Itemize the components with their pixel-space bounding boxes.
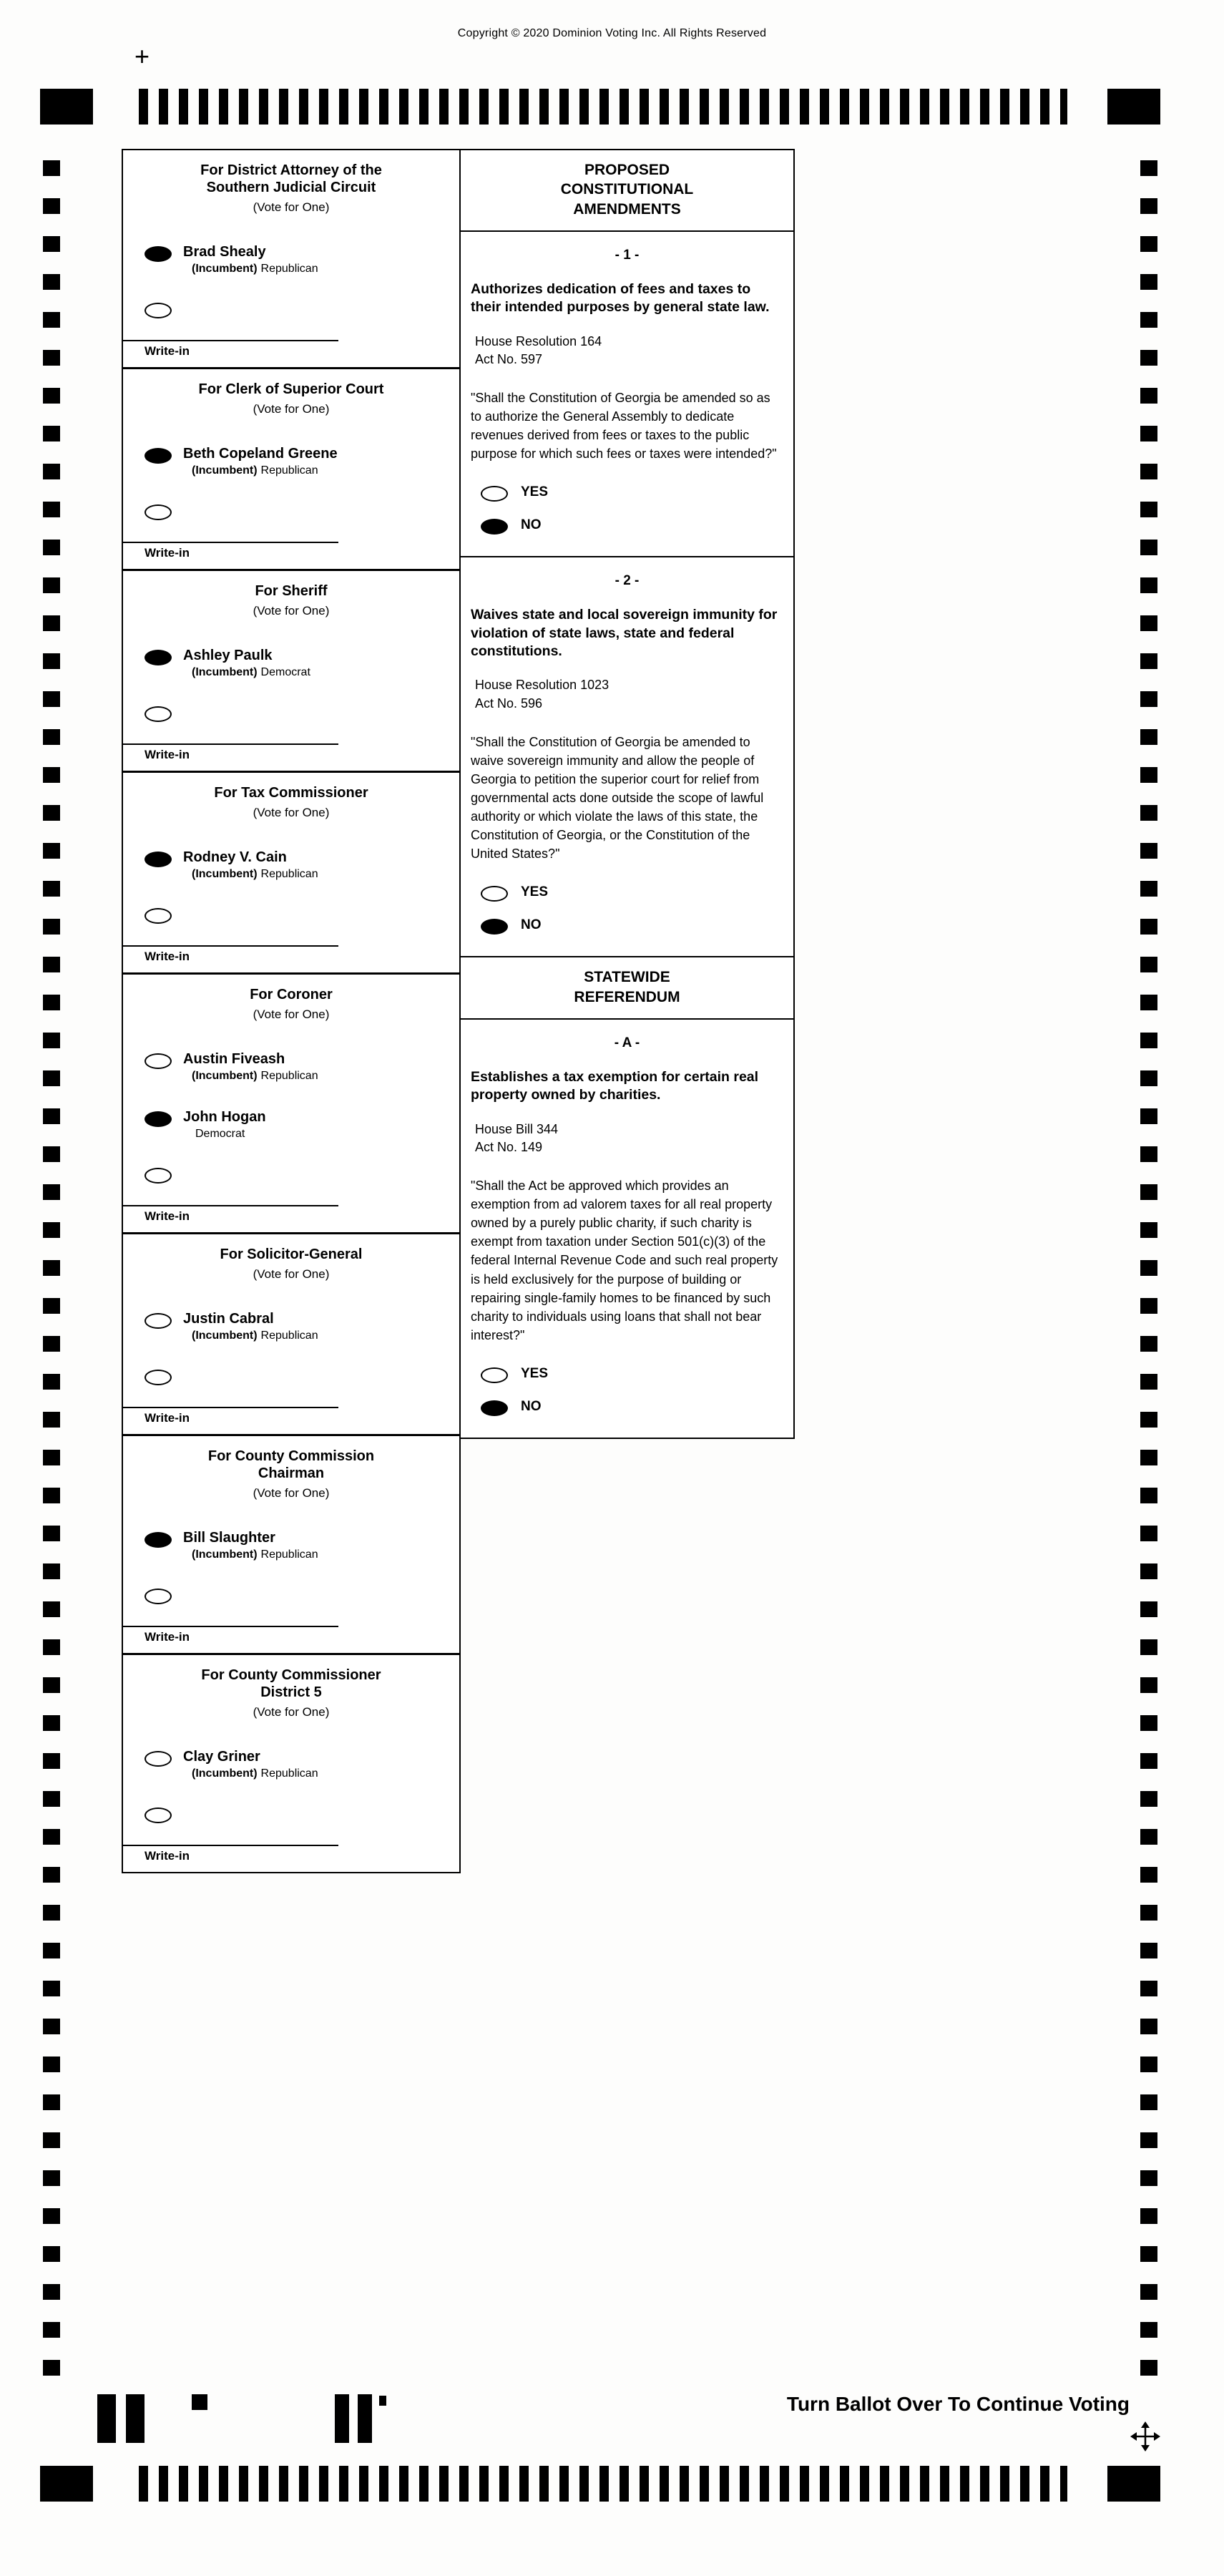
ballot-oval[interactable]	[145, 1532, 172, 1548]
candidate-row	[123, 837, 459, 895]
candidate-info	[183, 849, 318, 881]
contest-instruction: (Vote for One)	[253, 1267, 330, 1281]
measures-column	[461, 149, 795, 1439]
candidate-info	[183, 1108, 266, 1141]
yes-option-row	[461, 476, 793, 509]
ballot-oval[interactable]	[145, 1313, 172, 1329]
candidate-qualifier: (Incumbent)	[192, 1330, 258, 1342]
write-in-label: Write-in	[145, 1209, 190, 1223]
ballot-oval[interactable]	[145, 1751, 172, 1767]
contests-column	[122, 149, 461, 1873]
ballot-oval[interactable]	[145, 448, 172, 464]
write-in-label: Write-in	[145, 950, 190, 963]
ballot-oval[interactable]	[145, 1370, 172, 1385]
candidate-qualifier: (Incumbent)	[192, 1548, 258, 1561]
write-in-area	[123, 1626, 459, 1653]
no-option-row	[461, 509, 793, 542]
candidate-party-name: Republican	[260, 1767, 318, 1780]
timing-corner-top-left	[40, 89, 93, 125]
candidate-name: Rodney V. Cain	[183, 849, 287, 865]
blank-option-row	[123, 1155, 459, 1205]
copyright-notice: Copyright © 2020 Dominion Voting Inc. All Rights Reserved	[457, 27, 767, 39]
blank-option-row	[123, 1795, 459, 1845]
measure-question: "Shall the Constitution of Georgia be amended so as to authorize the General Assembly to dedicate revenues derived from fees or taxes to the public purpose for which such fees or taxes were intended?"	[471, 390, 777, 462]
measure-question: "Shall the Act be approved which provides an exemption from ad valorem taxes for all real property owned by a purely public charity, if such charity is exempt from taxation under Section 501(c)(3) of the federal Internal Revenue Code and such real property is held exclusively for the purpose of building or repairing single-family homes to be financed by such charity to individuals using loans that shall not bear interest?"	[471, 1179, 778, 1342]
contest-coroner	[123, 975, 459, 1234]
timing-marks-right	[1140, 160, 1157, 2379]
yes-option-row	[461, 1357, 793, 1390]
candidate-party	[183, 464, 338, 477]
measure-reference: House Resolution 1023	[475, 678, 609, 693]
ballot-oval[interactable]	[145, 504, 172, 520]
contest-title: For Tax Commissioner	[214, 785, 368, 801]
measure-number: - 2 -	[615, 573, 640, 589]
no-oval[interactable]	[481, 1400, 508, 1416]
ballot-oval[interactable]	[145, 1111, 172, 1127]
timing-corner-top-right	[1107, 89, 1160, 125]
candidate-row	[123, 232, 459, 290]
contest-instruction: (Vote for One)	[253, 200, 330, 214]
measure-amendment-2	[461, 557, 793, 957]
contest-title: For Solicitor-General	[220, 1246, 363, 1262]
yes-oval[interactable]	[481, 486, 508, 502]
contest-county-commissioner-district-5	[123, 1655, 459, 1872]
candidate-name: Justin Cabral	[183, 1311, 274, 1327]
measure-summary: Authorizes dedication of fees and taxes to their intended purposes by general state law.	[471, 280, 770, 316]
footer-instruction: Turn Ballot Over To Continue Voting	[786, 2393, 1130, 2415]
ballot-oval[interactable]	[145, 1589, 172, 1604]
yes-oval[interactable]	[481, 1367, 508, 1383]
amendments-section-header: PROPOSED CONSTITUTIONAL AMENDMENTS	[461, 150, 793, 232]
measure-number: - 1 -	[615, 247, 640, 263]
candidate-party	[183, 1070, 318, 1083]
candidate-party-name: Republican	[260, 1330, 318, 1342]
candidate-party	[183, 1767, 318, 1780]
write-in-label: Write-in	[145, 1411, 190, 1425]
candidate-row	[123, 1518, 459, 1576]
write-in-area	[123, 1205, 459, 1232]
write-in-label: Write-in	[145, 1849, 190, 1863]
write-in-label: Write-in	[145, 748, 190, 761]
ballot-oval[interactable]	[145, 1168, 172, 1184]
candidate-party	[183, 263, 318, 275]
candidate-info	[183, 243, 318, 275]
candidate-row	[123, 1039, 459, 1097]
contest-instruction: (Vote for One)	[253, 402, 330, 416]
candidate-name: John Hogan	[183, 1109, 266, 1125]
measure-reference: House Bill 344	[475, 1121, 559, 1136]
candidate-party-name: Democrat	[260, 666, 310, 678]
candidate-party-name: Democrat	[195, 1128, 245, 1140]
orientation-mark	[126, 2394, 145, 2443]
orientation-mark	[97, 2394, 116, 2443]
write-in-area	[123, 542, 459, 569]
ballot-oval[interactable]	[145, 303, 172, 318]
candidate-qualifier: (Incumbent)	[192, 1070, 258, 1082]
ballot-body	[122, 149, 795, 1873]
no-oval[interactable]	[481, 919, 508, 935]
contest-title: For Sheriff	[255, 583, 328, 599]
ballot-oval[interactable]	[145, 246, 172, 262]
contest-clerk-superior-court	[123, 369, 459, 571]
candidate-party-name: Republican	[260, 263, 318, 275]
write-in-area	[123, 743, 459, 771]
write-in-area	[123, 340, 459, 367]
ballot-oval[interactable]	[145, 852, 172, 867]
timing-marks-bottom	[139, 2466, 1067, 2502]
measure-number: - A -	[614, 1035, 640, 1050]
yes-label: YES	[521, 884, 549, 900]
four-way-arrow-icon	[1130, 2421, 1160, 2451]
write-in-label: Write-in	[145, 546, 190, 560]
no-label: NO	[521, 1398, 542, 1414]
yes-label: YES	[521, 1365, 549, 1381]
contest-county-commission-chairman	[123, 1436, 459, 1655]
yes-label: YES	[521, 484, 549, 500]
orientation-mark	[192, 2394, 207, 2410]
measure-referendum-a	[461, 1020, 793, 1438]
candidate-name: Bill Slaughter	[183, 1530, 275, 1546]
blank-option-row	[123, 1576, 459, 1626]
contest-sheriff	[123, 571, 459, 773]
measure-reference: Act No. 596	[475, 696, 543, 711]
ballot-oval[interactable]	[145, 706, 172, 722]
registration-mark: +	[134, 42, 150, 71]
contest-title: For Clerk of Superior Court	[198, 381, 384, 397]
yes-oval[interactable]	[481, 886, 508, 902]
candidate-qualifier: (Incumbent)	[192, 263, 258, 275]
candidate-row	[123, 434, 459, 492]
candidate-info	[183, 1050, 318, 1083]
timing-marks-top	[139, 89, 1067, 125]
candidate-party	[183, 868, 318, 881]
measure-summary: Waives state and local sovereign immunity for violation of state laws, state and federal constitutions.	[471, 607, 778, 660]
candidate-row	[123, 1737, 459, 1795]
write-in-label: Write-in	[145, 1630, 190, 1644]
measure-reference: Act No. 597	[475, 351, 543, 366]
contest-instruction: (Vote for One)	[253, 604, 330, 618]
candidate-name: Ashley Paulk	[183, 648, 273, 663]
candidate-party-name: Republican	[260, 868, 318, 880]
write-in-label: Write-in	[145, 344, 190, 358]
timing-corner-bottom-right	[1107, 2466, 1160, 2502]
candidate-info	[183, 1310, 318, 1342]
contest-solicitor-general	[123, 1234, 459, 1436]
write-in-area	[123, 1845, 459, 1872]
orientation-mark	[379, 2396, 386, 2406]
candidate-qualifier: (Incumbent)	[192, 1767, 258, 1780]
candidate-name: Beth Copeland Greene	[183, 446, 338, 462]
candidate-party	[183, 1548, 318, 1561]
candidate-party	[183, 1330, 318, 1342]
candidate-party-name: Republican	[260, 1548, 318, 1561]
measure-reference: House Resolution 164	[475, 333, 602, 348]
candidate-row	[123, 1097, 459, 1155]
ballot-oval[interactable]	[145, 908, 172, 924]
contest-instruction: (Vote for One)	[253, 1705, 330, 1719]
candidate-party	[183, 666, 310, 679]
candidate-qualifier: (Incumbent)	[192, 868, 258, 880]
candidate-party-name: Republican	[260, 1070, 318, 1082]
contest-tax-commissioner	[123, 773, 459, 975]
yes-option-row	[461, 876, 793, 909]
timing-corner-bottom-left	[40, 2466, 93, 2502]
no-option-row	[461, 909, 793, 942]
contest-title: For Coroner	[250, 987, 333, 1002]
orientation-mark	[335, 2394, 349, 2443]
blank-option-row	[123, 290, 459, 340]
blank-option-row	[123, 492, 459, 542]
blank-option-row	[123, 693, 459, 743]
contest-title: For District Attorney of the Southern Judicial Circuit	[200, 162, 382, 195]
candidate-row	[123, 1299, 459, 1357]
candidate-name: Clay Griner	[183, 1749, 260, 1765]
measure-amendment-1	[461, 232, 793, 557]
no-label: NO	[521, 517, 542, 533]
referendum-section-header: STATEWIDE REFERENDUM	[461, 957, 793, 1020]
contest-instruction: (Vote for One)	[253, 1486, 330, 1500]
orientation-mark	[358, 2394, 372, 2443]
candidate-info	[183, 445, 338, 477]
candidate-info	[183, 1529, 318, 1561]
candidate-info	[183, 647, 310, 679]
candidate-party-name: Republican	[260, 464, 318, 477]
ballot-oval[interactable]	[145, 1807, 172, 1823]
measure-reference: Act No. 149	[475, 1139, 543, 1154]
measure-question: "Shall the Constitution of Georgia be amended to waive sovereign immunity and allow the people of Georgia to petition the superior court for relief from governmental acts done outside the scope of lawful authority or which violate the laws of this state, the Constitution of Georgia, or the Constitution of the United States?"	[471, 734, 764, 862]
write-in-area	[123, 1407, 459, 1434]
no-option-row	[461, 1390, 793, 1423]
ballot-oval[interactable]	[145, 650, 172, 665]
candidate-qualifier: (Incumbent)	[192, 464, 258, 477]
candidate-info	[183, 1748, 318, 1780]
contest-district-attorney	[123, 150, 459, 369]
blank-option-row	[123, 1357, 459, 1407]
contest-title: For County Commissioner District 5	[201, 1667, 381, 1700]
no-oval[interactable]	[481, 519, 508, 535]
blank-option-row	[123, 895, 459, 945]
candidate-party	[183, 1128, 266, 1141]
candidate-name: Brad Shealy	[183, 244, 266, 260]
write-in-area	[123, 945, 459, 972]
contest-title: For County Commission Chairman	[207, 1448, 375, 1481]
candidate-name: Austin Fiveash	[183, 1051, 285, 1067]
candidate-qualifier: (Incumbent)	[192, 666, 258, 678]
measure-summary: Establishes a tax exemption for certain real property owned by charities.	[471, 1068, 759, 1103]
candidate-row	[123, 635, 459, 693]
contest-instruction: (Vote for One)	[253, 806, 330, 819]
no-label: NO	[521, 917, 542, 933]
contest-instruction: (Vote for One)	[253, 1008, 330, 1021]
ballot-oval[interactable]	[145, 1053, 172, 1069]
timing-marks-left	[43, 160, 60, 2379]
